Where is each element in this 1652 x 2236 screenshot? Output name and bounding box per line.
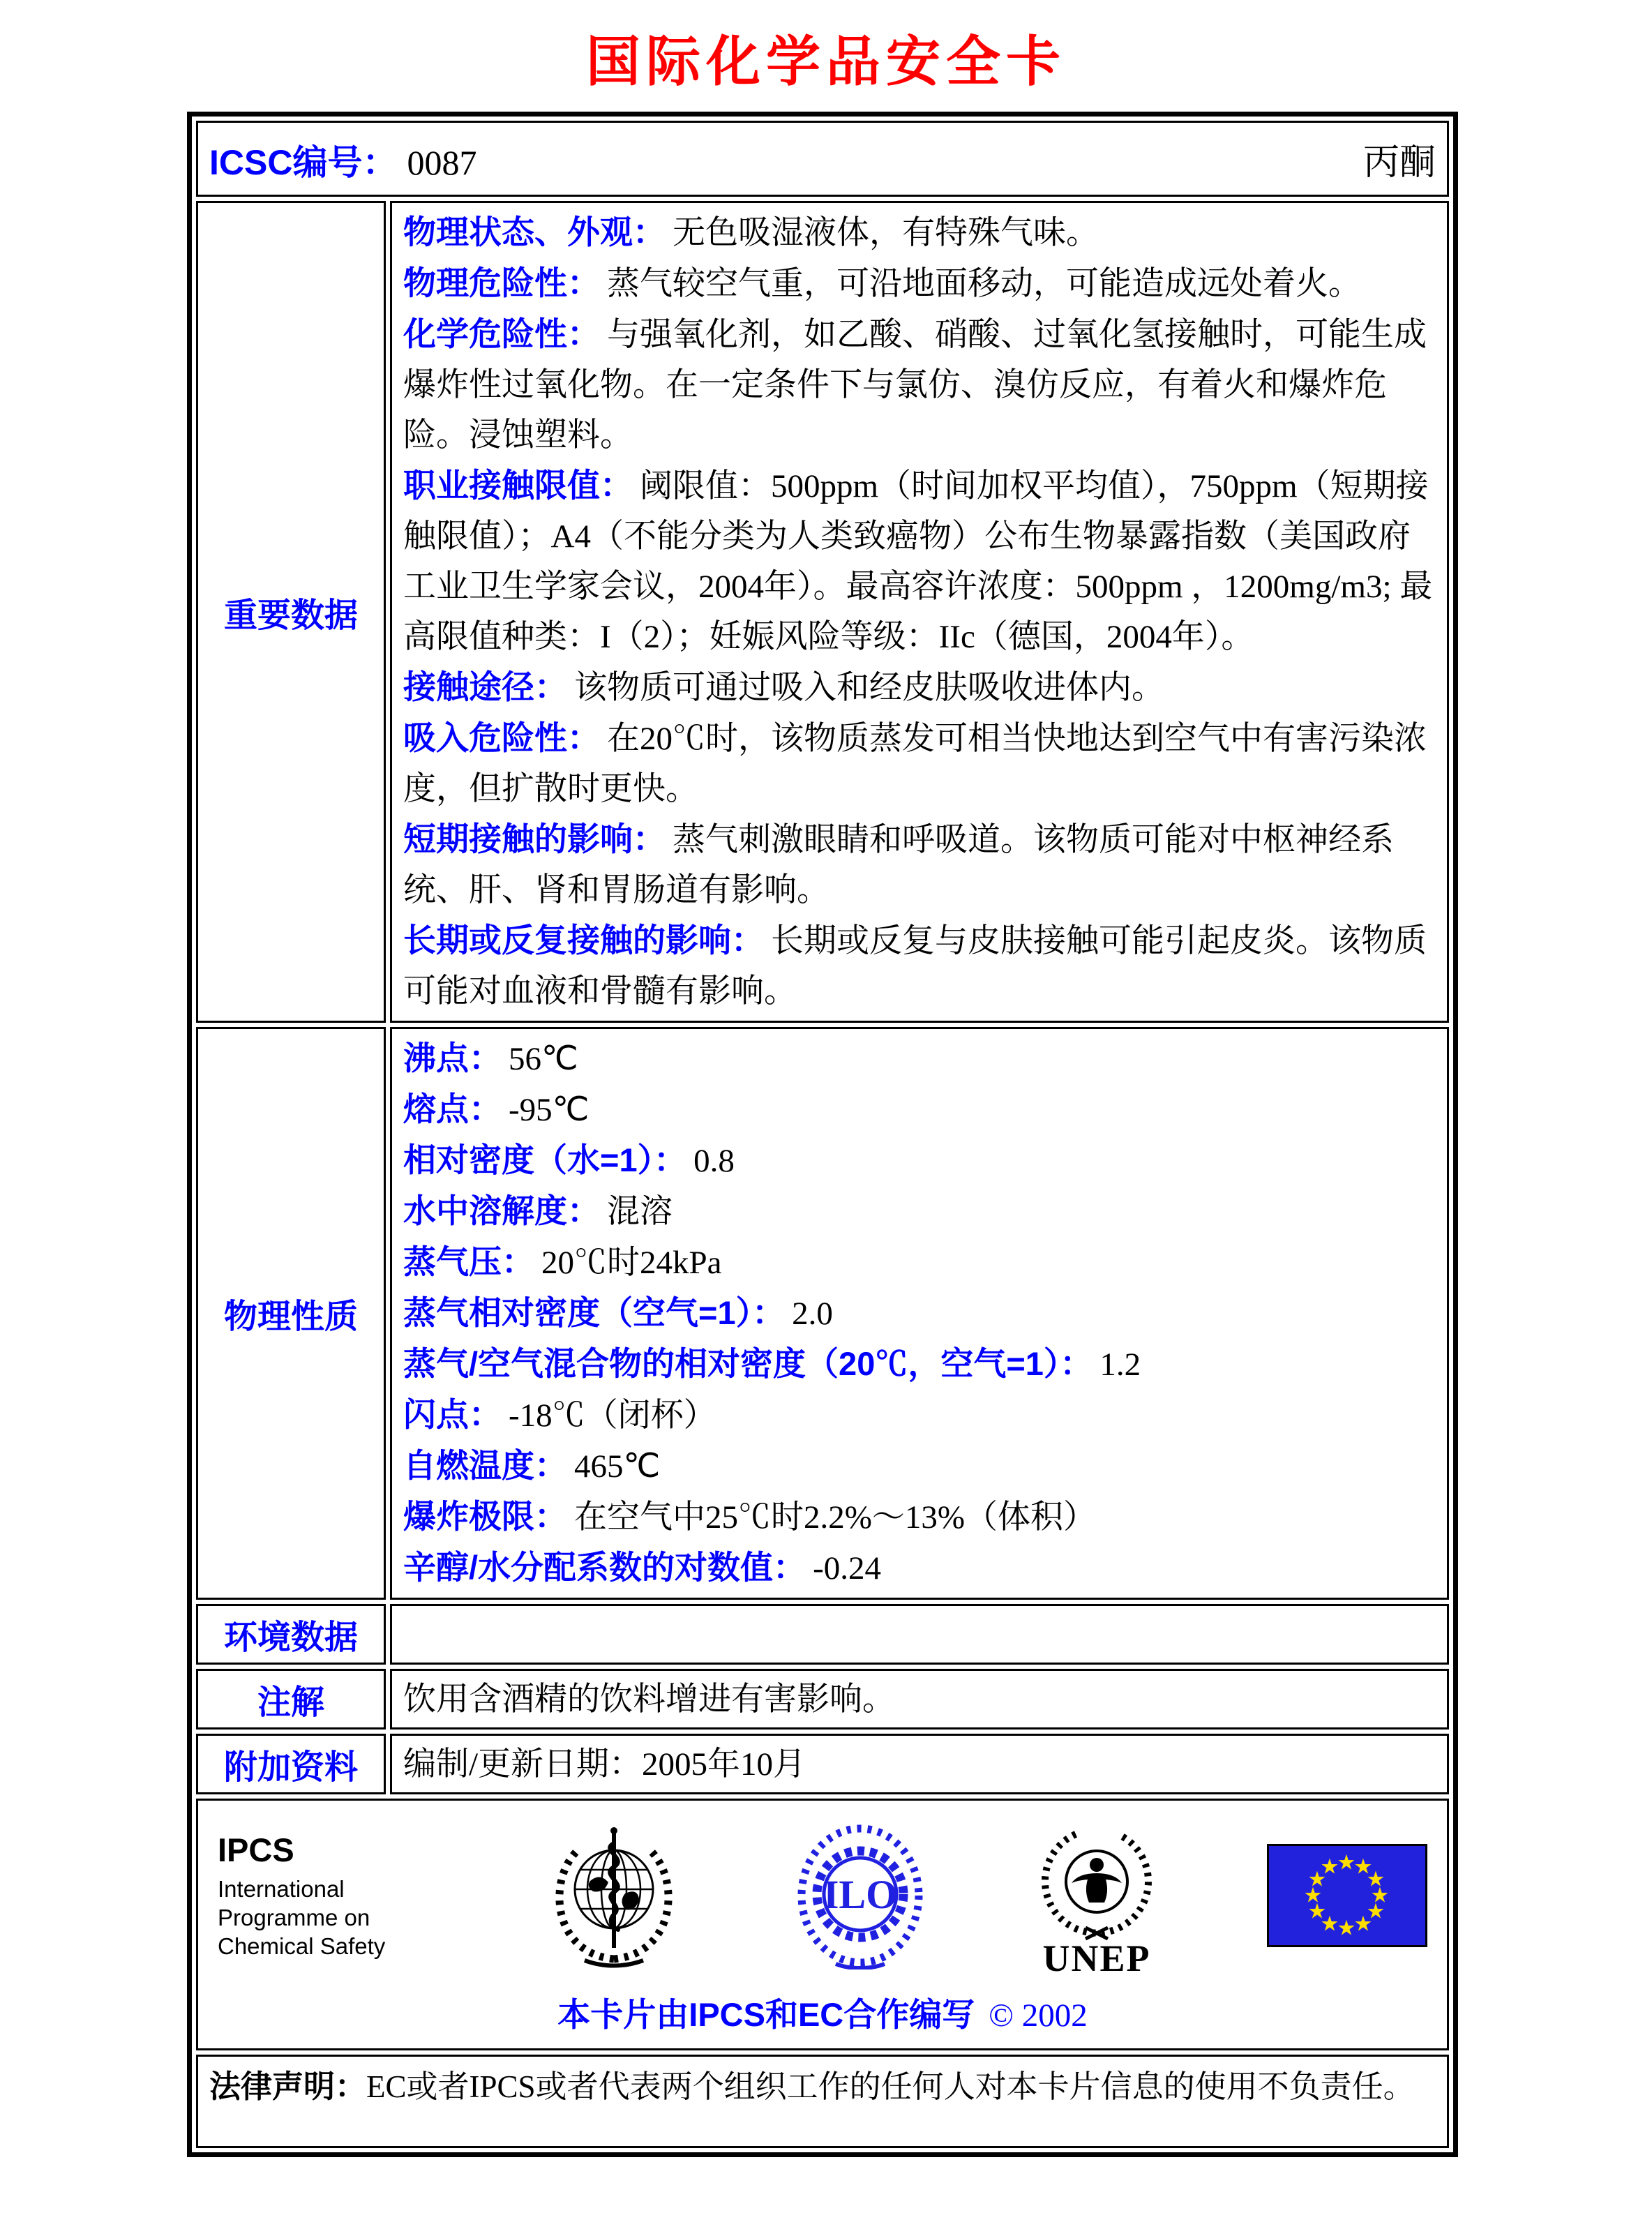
eu-flag-icon <box>1267 1844 1427 1947</box>
field-label: 闪点： <box>403 1396 502 1433</box>
field-label: 蒸气压： <box>403 1243 534 1280</box>
property-line <box>403 1543 1436 1593</box>
svg-text:★: ★ <box>1370 1883 1390 1908</box>
field-label: 化学危险性： <box>403 315 600 352</box>
ipcs-subtitle-line: International <box>218 1876 345 1902</box>
property-line <box>403 1744 1436 1785</box>
field-label: 水中溶解度： <box>403 1192 600 1229</box>
section-content-notes <box>390 1669 1449 1729</box>
property-line <box>403 1492 1436 1543</box>
property-line <box>403 1390 1436 1441</box>
field-label: 职业接触限值： <box>403 467 633 504</box>
section-label-additional-info: 附加资料 <box>196 1734 386 1794</box>
field-value: 该物质可通过吸入和经皮肤吸收进体内。 <box>574 670 1164 706</box>
svg-text:★: ★ <box>1307 1899 1327 1924</box>
svg-text:★: ★ <box>1320 1854 1339 1879</box>
property-line <box>403 1186 1436 1237</box>
section-content-physical-properties <box>390 1027 1449 1600</box>
field-value: -95℃ <box>509 1092 590 1128</box>
property-line <box>403 207 1436 258</box>
icsc-document-page <box>0 18 1652 2236</box>
ipcs-block <box>218 1831 434 1960</box>
field-label: 长期或反复接触的影响： <box>403 922 764 959</box>
who-icon <box>544 1822 684 1969</box>
field-label: 蒸气/空气混合物的相对密度（20℃，空气=1）： <box>403 1345 1093 1382</box>
property-line <box>403 1237 1436 1288</box>
field-value: 蒸气刺激眼睛和呼吸道。该物质可能对中枢神经系统、肝、肾和胃肠道有影响。 <box>403 822 1394 908</box>
field-label: 自燃温度： <box>403 1447 567 1484</box>
section-row-notes <box>196 1669 1449 1729</box>
icsc-card-table <box>187 112 1458 2157</box>
legal-notice-label: 法律声明： <box>209 2069 367 2104</box>
section-content-important-data <box>390 201 1449 1023</box>
field-value: 在20℃时，该物质蒸发可相当快地达到空气中有害污染浓度，但扩散时更快。 <box>403 721 1427 807</box>
field-value: 阈限值：500ppm（时间加权平均值），750ppm（短期接触限值）；A4（不能分类为人类致癌物）公布生物暴露指数（美国政府工业卫生学家会议，2004年）。最高容许浓度：500ppm ，1200mg/m3; 最高限值种类：I（2）；妊娠风险等级：IIc（德国，2004年）。 <box>403 468 1433 655</box>
copyright-text: © 2002 <box>989 1997 1088 2034</box>
field-label: 吸入危险性： <box>403 719 600 756</box>
field-value: 蒸气较空气重，可沿地面移动，可能造成远处着火。 <box>607 266 1361 302</box>
unep-icon <box>1037 1812 1157 1979</box>
field-label: 爆炸极限： <box>403 1498 567 1535</box>
legal-row <box>196 2055 1449 2148</box>
field-label: 短期接触的影响： <box>403 820 666 857</box>
page-title: 国际化学品安全卡 <box>585 31 1066 92</box>
property-line <box>403 1339 1436 1390</box>
section-row-important-data <box>196 201 1449 1023</box>
property-line <box>403 1135 1436 1186</box>
field-label: 物理状态、外观： <box>403 213 666 250</box>
property-line <box>403 1084 1436 1135</box>
property-line <box>403 814 1436 915</box>
property-line <box>403 713 1436 814</box>
svg-text:★: ★ <box>1320 1912 1339 1937</box>
ipcs-acronym: IPCS <box>218 1831 294 1868</box>
property-line <box>403 915 1436 1016</box>
field-label: 相对密度（水=1）： <box>403 1141 687 1178</box>
header-row <box>196 121 1449 197</box>
section-content-additional-info <box>390 1734 1449 1794</box>
section-label-physical-properties: 物理性质 <box>196 1027 386 1600</box>
property-line <box>403 1679 1436 1720</box>
field-value: 20℃时24kPa <box>541 1245 722 1281</box>
field-value: 465℃ <box>574 1448 661 1485</box>
svg-text:★: ★ <box>1307 1867 1327 1892</box>
ipcs-subtitle-line: Programme on <box>218 1905 370 1930</box>
field-value: 1.2 <box>1099 1346 1141 1383</box>
svg-text:★: ★ <box>1353 1854 1373 1879</box>
field-value: 0.8 <box>693 1143 735 1179</box>
section-label-important-data: 重要数据 <box>196 201 386 1023</box>
property-line <box>403 309 1436 460</box>
field-value: 2.0 <box>792 1296 833 1332</box>
property-line <box>403 258 1436 309</box>
field-value: 长期或反复与皮肤接触可能引起皮炎。该物质可能对血液和骨髓有影响。 <box>403 923 1427 1010</box>
field-label: 熔点： <box>403 1090 502 1127</box>
field-value: 56℃ <box>509 1041 578 1077</box>
field-value: 在空气中25℃时2.2%～13%（体积） <box>574 1499 1097 1536</box>
field-value: -18℃（闭杯） <box>509 1397 716 1434</box>
svg-text:★: ★ <box>1337 1916 1356 1941</box>
property-line <box>403 1441 1436 1492</box>
property-line <box>403 460 1436 662</box>
field-label: 物理危险性： <box>403 264 600 301</box>
svg-text:★: ★ <box>1337 1850 1356 1875</box>
section-row-environmental-data <box>196 1604 1449 1665</box>
ilo-icon <box>794 1822 926 1969</box>
svg-text:★: ★ <box>1366 1899 1386 1924</box>
icsc-number-label: ICSC编号： <box>209 143 398 182</box>
field-value: -0.24 <box>813 1550 881 1586</box>
logos-strip <box>218 1812 1427 1979</box>
section-content-environmental-data <box>390 1604 1449 1665</box>
unep-letters: UNEP <box>1042 1937 1151 1979</box>
field-label: 接触途径： <box>403 668 567 705</box>
field-label: 沸点： <box>403 1040 502 1076</box>
chemical-name: 丙酮 <box>1362 143 1436 183</box>
ilo-letters: ILO <box>823 1872 898 1917</box>
icsc-number-value: 0087 <box>407 143 477 182</box>
field-label: 蒸气相对密度（空气=1）： <box>403 1294 786 1331</box>
svg-text:★: ★ <box>1303 1883 1323 1908</box>
section-label-notes: 注解 <box>196 1669 386 1729</box>
legal-notice-text: EC或者IPCS或者代表两个组织工作的任何人对本卡片信息的使用不负责任。 <box>366 2069 1415 2104</box>
section-label-environmental-data: 环境数据 <box>196 1604 386 1665</box>
logos-row <box>196 1799 1449 2050</box>
icsc-number-group <box>209 135 476 185</box>
legal-cell <box>196 2055 1449 2148</box>
ipcs-subtitle-line: Chemical Safety <box>218 1933 386 1959</box>
header-cell <box>196 121 1449 197</box>
credit-text: 本卡片由IPCS和EC合作编写 <box>557 1996 975 2033</box>
field-label: 辛醇/水分配系数的对数值： <box>403 1549 806 1586</box>
logos-cell <box>196 1799 1449 2050</box>
section-row-physical-properties <box>196 1027 1449 1600</box>
property-line <box>403 662 1436 713</box>
property-line <box>403 1288 1436 1339</box>
field-value: 混溶 <box>607 1194 673 1230</box>
field-value: 编制/更新日期：2005年10月 <box>403 1746 806 1783</box>
field-value: 与强氧化剂，如乙酸、硝酸、过氧化氢接触时，可能生成爆炸性过氧化物。在一定条件下与氯仿、溴仿反应，有着火和爆炸危险。浸蚀塑料。 <box>403 317 1427 453</box>
svg-text:★: ★ <box>1353 1912 1373 1937</box>
svg-text:★: ★ <box>1366 1867 1386 1892</box>
property-line <box>403 1033 1436 1084</box>
section-row-additional-info <box>196 1734 1449 1794</box>
field-value: 无色吸湿液体，有特殊气味。 <box>673 215 1099 251</box>
field-value: 饮用含酒精的饮料增进有害影响。 <box>403 1681 895 1718</box>
credit-line <box>218 1989 1427 2036</box>
